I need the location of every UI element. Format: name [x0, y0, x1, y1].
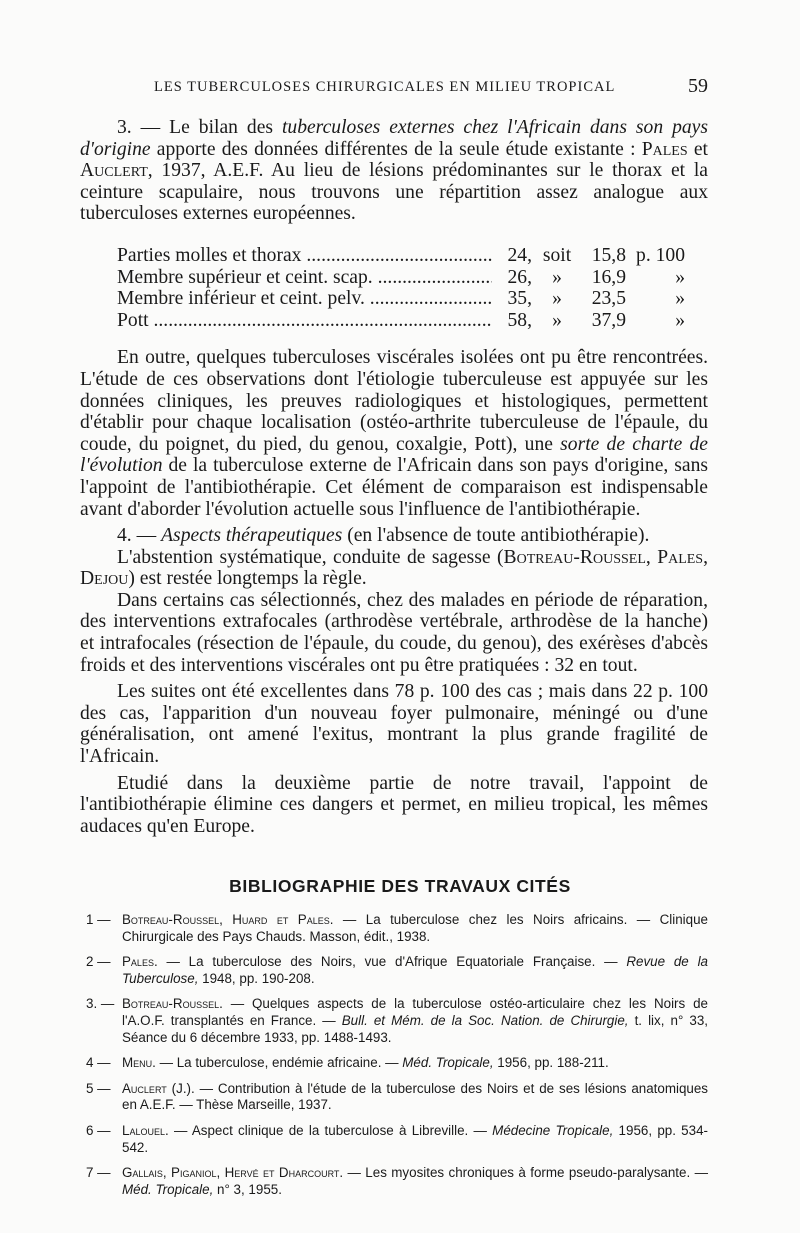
- section-4-paragraph: 4. — Aspects thérapeutiques (en l'absence de toute antibiothérapie).: [117, 525, 650, 547]
- stats-soit: soit: [542, 244, 572, 266]
- paragraph-cas: Dans certains cas sélectionnés, chez des malades en période de réparation, des interventions extrafocales (arthrodèse vertébrale, arthrodèse de la hanche) et intrafocales (résection de l'épaule, du coude, du genou), des exérèses d'abcès froids et des interventions viscérales ont pu être pratiquées : 32 en tout.: [80, 589, 708, 676]
- stats-row: [117, 245, 685, 267]
- ref-authors: Menu.: [122, 1055, 156, 1071]
- ref-source: Méd. Tropicale,: [402, 1055, 494, 1071]
- stats-count: 26,: [507, 266, 532, 288]
- author-names: Botreau-Roussel, Pales, Dejou: [80, 546, 708, 590]
- stats-label: Membre supérieur et ceint. scap. .....: [117, 267, 492, 289]
- stats-label: Pott .....: [117, 310, 492, 332]
- localisation-stats-table: [117, 245, 685, 331]
- ref-number: 2 —: [86, 954, 111, 971]
- bibliography-list: [86, 912, 708, 1207]
- italic-phrase: sorte de charte de l'évolution: [80, 433, 708, 477]
- page-number: 59: [688, 75, 708, 97]
- stats-ditto: »: [675, 309, 685, 331]
- ref-authors: Pales.: [122, 954, 158, 970]
- section-4-title: Aspects thérapeutiques: [161, 525, 343, 547]
- ref-source: Revue de la Tuberculose,: [122, 954, 708, 986]
- bibliography-entry: 4 — Menu. — La tuberculose, endémie africaine. — Méd. Tropicale, 1956, pp. 188-211.: [86, 1055, 708, 1072]
- stats-percent: 23,5: [591, 288, 626, 310]
- page-header: [80, 75, 708, 105]
- stats-percent: 16,9: [591, 266, 626, 288]
- stats-row: [117, 267, 685, 289]
- ref-source: Bull. et Mém. de la Soc. Nation. de Chirurgie,: [341, 1012, 629, 1028]
- paragraph-suites: Les suites ont été excellentes dans 78 p. 100 des cas ; mais dans 22 p. 100 des cas, l'apparition d'un nouveau foyer pulmonaire, méningé ou d'une généralisation, ont amené l'exitus, montrant la plus grande fragilité de l'Africain.: [80, 681, 708, 768]
- ref-authors: Botreau-Roussel.: [122, 996, 223, 1012]
- stats-label: Membre inférieur et ceint. pelv. .....: [117, 288, 492, 310]
- author-name: Pales: [641, 138, 688, 160]
- ref-number: 3. —: [86, 996, 114, 1013]
- author-name: Auclert: [80, 160, 148, 182]
- stats-percent: 15,8: [591, 244, 626, 266]
- stats-ditto: »: [675, 266, 685, 288]
- ref-source: Méd. Tropicale,: [122, 1181, 214, 1197]
- stats-ditto: »: [675, 288, 685, 310]
- ref-number: 5 —: [86, 1081, 111, 1098]
- stats-unit: p. 100: [636, 244, 685, 266]
- stats-percent: 37,9: [591, 309, 626, 331]
- body-text: [80, 117, 708, 837]
- section-3-paragraph: 3. — Le bilan des tuberculoses externes chez l'Africain dans son pays d'origine apporte des données différentes de la seule étude existante : Pales et Auclert, 1937, A.E.F. Au lieu de lésions prédominantes sur le thorax et la ceinture scapulaire, nous trouvons une répartition assez analogue aux tuberculoses externes européennes.: [80, 117, 708, 225]
- paragraph-abstention: L'abstention systématique, conduite de sagesse (Botreau-Roussel, Pales, Dejou) est restée longtemps la règle.: [80, 546, 708, 590]
- stats-ditto: »: [552, 288, 562, 310]
- ref-number: 6 —: [86, 1123, 111, 1140]
- ref-authors: Gallais, Piganiol, Hervé et Dharcourt.: [122, 1165, 344, 1181]
- bibliography-entry: 3. — Botreau-Roussel. — Quelques aspects de la tuberculose ostéo-articulaire chez les Noirs de l'A.O.F. transplantés en France. — Bull. et Mém. de la Soc. Nation. de Chirurgie, t. lix, n° 33, Séance du 6 décembre 1933, pp. 1488-1493.: [86, 996, 708, 1046]
- bibliography-entry: 1 — Botreau-Roussel, Huard et Pales. — La tuberculose chez les Noirs africains. — Clinique Chirurgicale des Pays Chauds. Masson, édit., 1938.: [86, 912, 708, 945]
- ref-authors: Auclert (J.).: [122, 1080, 195, 1096]
- bibliography-heading: BIBLIOGRAPHIE DES TRAVAUX CITÉS: [229, 876, 571, 896]
- running-title: LES TUBERCULOSES CHIRURGICALES EN MILIEU TROPICAL: [154, 79, 616, 95]
- ref-number: 7 —: [86, 1165, 111, 1182]
- paragraph-outre: En outre, quelques tuberculoses viscérales isolées ont pu être rencontrées. L'étude de ces observations dont l'étiologie tuberculeuse est appuyée sur les données cliniques, les preuves radiologiques et histologiques, permettent d'établir pour chaque localisation (ostéo-arthrite tuberculeuse de l'épaule, du coude, du poignet, du pied, du genou, coxalgie, Pott), une sorte de charte de l'évolution de la tuberculose externe de l'Africain dans son pays d'origine, sans l'appoint de l'antibiothérapie. Cet élément de comparaison est indispensable avant d'aborder l'évolution actuelle sous l'influence de l'antibiothérapie.: [80, 347, 708, 520]
- ref-number: 1 —: [86, 912, 111, 929]
- ref-number: 4 —: [86, 1055, 111, 1072]
- bibliography-entry: 2 — Pales. — La tuberculose des Noirs, vue d'Afrique Equatoriale Française. — Revue de la Tuberculose, 1948, pp. 190-208.: [86, 954, 708, 987]
- stats-ditto: »: [552, 266, 562, 288]
- paragraph-etudie: Etudié dans la deuxième partie de notre travail, l'appoint de l'antibiothérapie élimine ces dangers et permet, en milieu tropical, les mêmes audaces qu'en Europe.: [80, 772, 708, 837]
- stats-row: [117, 310, 685, 332]
- ref-authors: Lalouel.: [122, 1122, 169, 1138]
- stats-row: [117, 288, 685, 310]
- bibliography-entry: 5 — Auclert (J.). — Contribution à l'étude de la tuberculose des Noirs et de ses lésions anatomiques en A.E.F. — Thèse Marseille, 1937.: [86, 1081, 708, 1114]
- ref-authors: Botreau-Roussel, Huard et Pales.: [122, 912, 334, 927]
- ref-source: Médecine Tropicale,: [492, 1122, 614, 1138]
- stats-label: Parties molles et thorax .....: [117, 245, 492, 267]
- stats-count: 35,: [507, 288, 532, 310]
- stats-count: 24,: [507, 244, 532, 266]
- bibliography-entry: 6 — Lalouel. — Aspect clinique de la tuberculose à Libreville. — Médecine Tropicale, 1956, pp. 534-542.: [86, 1123, 708, 1156]
- bibliography-entry: 7 — Gallais, Piganiol, Hervé et Dharcourt. — Les myosites chroniques à forme pseudo-paralysante. — Méd. Tropicale, n° 3, 1955.: [86, 1165, 708, 1198]
- section-3-title: tuberculoses externes chez l'Africain dans son pays d'origine: [80, 117, 708, 160]
- stats-count: 58,: [507, 309, 532, 331]
- stats-ditto: »: [552, 309, 562, 331]
